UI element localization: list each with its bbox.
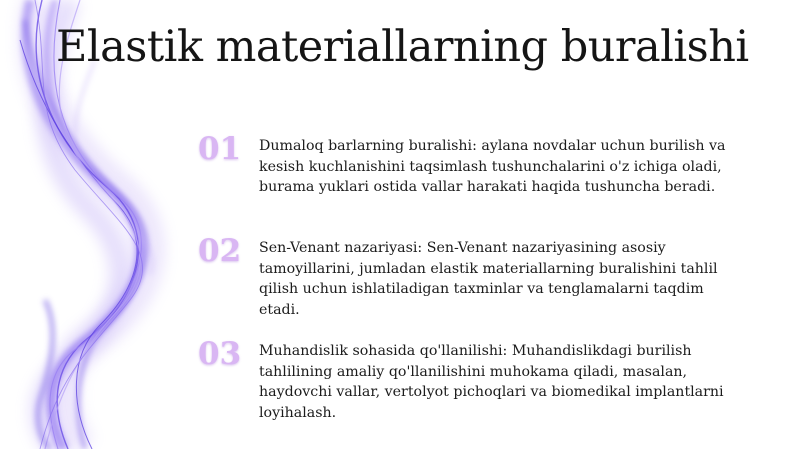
item-text: Muhandislik sohasida qo'llanilishi: Muhandislikdagi burilish tahlilining amaliy qo'llanilishini muhokama qiladi, masalan, haydovchi vallar, vertolyot pichoqlari va biomedikal implantlarni loyihalash. [259,343,724,421]
item-number: 01 [198,131,242,167]
item-text: Dumaloq barlarning buralishi: aylana novdalar uchun burilish va kesish kuchlanishini taqsimlash tushunchalarini o'z ichiga oladi, burama yuklari ostida vallar harakati haqida tushuncha beradi. [259,138,726,195]
item-text: Sen-Venant nazariyasi: Sen-Venant nazariyasining asosiy tamoyillarini, jumladan elastik materiallarning buralishini tahlil qilish uchun ishlatiladigan taxminlar va tenglamalarni taqdim etadi. [259,240,718,318]
slide-title: Elastik materiallarning buralishi [56,22,749,72]
item-number: 02 [198,233,242,269]
item-number: 03 [198,336,242,372]
